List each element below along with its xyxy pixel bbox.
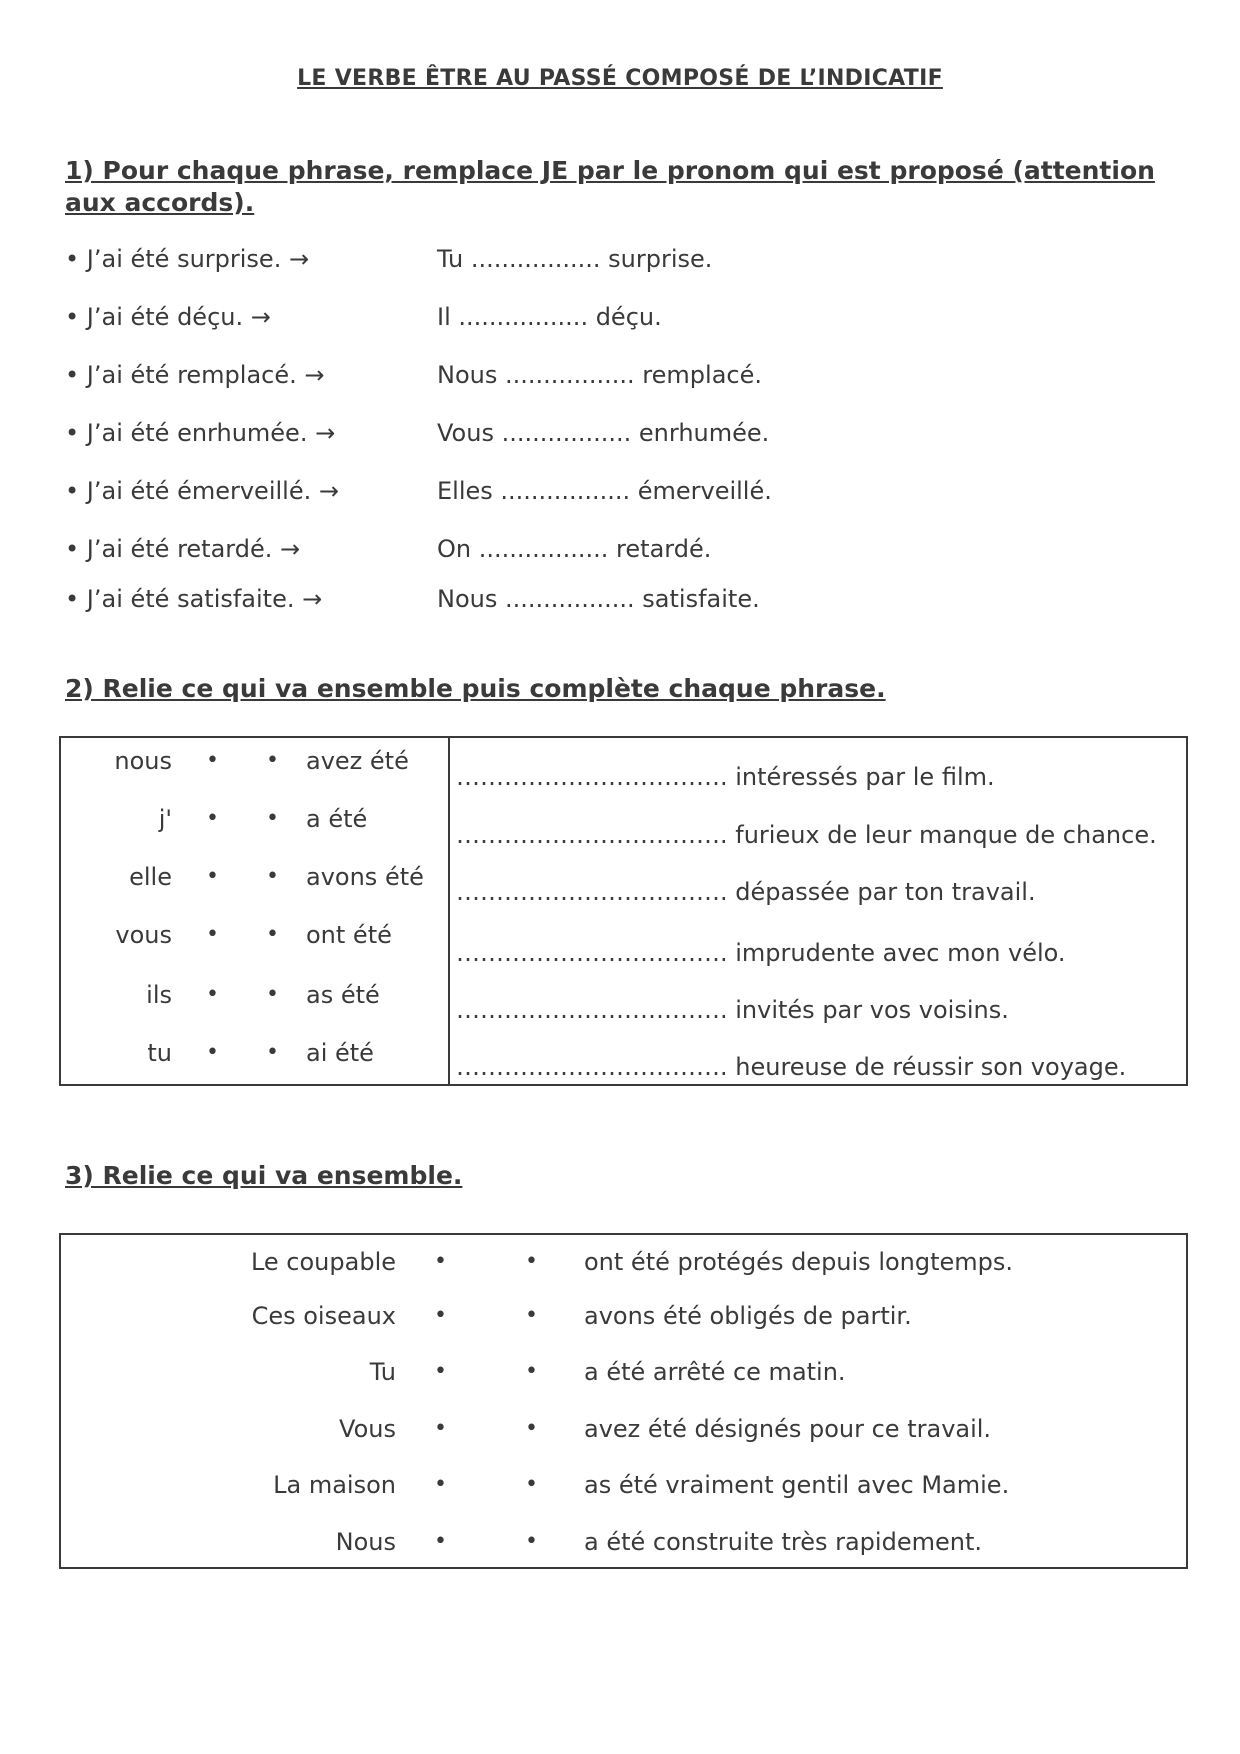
ex1-answer-5[interactable]: Elles ................. émerveillé. [437,477,772,505]
ex3-left-dot-2[interactable]: • [434,1303,447,1328]
exercise-2-heading: 2) Relie ce qui va ensemble puis complète chaque phrase. [65,674,886,703]
ex2-right-dot-4[interactable]: • [266,922,279,947]
ex2-pronoun-4: vous [115,921,172,949]
ex2-right-dot-5[interactable]: • [266,982,279,1007]
ex2-pronoun-6: tu [147,1039,172,1067]
ex1-answer-3[interactable]: Nous ................. remplacé. [437,361,762,389]
ex2-verb-1: avez été [306,747,409,775]
ex1-source-6: • J’ai été retardé. → [65,535,301,563]
ex3-predicate-5: as été vraiment gentil avec Mamie. [584,1471,1010,1499]
ex3-predicate-1: ont été protégés depuis longtemps. [584,1248,1014,1276]
ex2-left-dot-6[interactable]: • [206,1040,219,1065]
ex3-subject-4: Vous [339,1415,396,1443]
ex2-right-dot-3[interactable]: • [266,864,279,889]
ex2-sentence-4[interactable]: ……………………………. imprudente avec mon vélo. [456,939,1066,967]
page-title: LE VERBE ÊTRE AU PASSÉ COMPOSÉ DE L’INDICATIF [297,66,943,91]
ex3-subject-1: Le coupable [250,1248,396,1276]
ex2-sentence-6[interactable]: ……………………………. heureuse de réussir son voyage. [456,1053,1127,1081]
ex2-right-dot-6[interactable]: • [266,1040,279,1065]
ex2-left-dot-1[interactable]: • [206,748,219,773]
ex2-verb-5: as été [306,981,380,1009]
ex3-subject-2: Ces oiseaux [251,1302,396,1330]
ex2-left-dot-3[interactable]: • [206,864,219,889]
ex3-right-dot-3[interactable]: • [525,1359,538,1384]
ex2-verb-3: avons été [306,863,424,891]
ex3-subject-3: Tu [369,1358,396,1386]
ex2-left-dot-5[interactable]: • [206,982,219,1007]
ex3-predicate-4: avez été désignés pour ce travail. [584,1415,992,1443]
ex2-pronoun-5: ils [146,981,172,1009]
exercise-2-divider [448,738,450,1084]
ex3-predicate-6: a été construite très rapidement. [584,1528,982,1556]
ex2-verb-2: a été [306,805,368,833]
ex2-verb-4: ont été [306,921,392,949]
ex1-source-4: • J’ai été enrhumée. → [65,419,336,447]
exercise-3-table [59,1233,1188,1569]
ex2-sentence-2[interactable]: ……………………………. furieux de leur manque de chance. [456,821,1157,849]
ex3-right-dot-1[interactable]: • [525,1249,538,1274]
ex1-source-5: • J’ai été émerveillé. → [65,477,339,505]
exercise-3-heading: 3) Relie ce qui va ensemble. [65,1161,463,1190]
ex3-left-dot-4[interactable]: • [434,1416,447,1441]
ex3-left-dot-3[interactable]: • [434,1359,447,1384]
ex3-predicate-2: avons été obligés de partir. [584,1302,912,1330]
ex3-right-dot-6[interactable]: • [525,1529,538,1554]
ex1-source-7: • J’ai été satisfaite. → [65,585,323,613]
exercise-2-table [59,736,1188,1086]
ex1-source-3: • J’ai été remplacé. → [65,361,325,389]
ex2-left-dot-4[interactable]: • [206,922,219,947]
ex1-answer-2[interactable]: Il ................. déçu. [437,303,662,331]
ex3-right-dot-4[interactable]: • [525,1416,538,1441]
ex2-pronoun-2: j' [158,805,172,833]
ex1-answer-1[interactable]: Tu ................. surprise. [437,245,713,273]
exercise-1-heading: 1) Pour chaque phrase, remplace JE par le pronom qui est proposé (attention aux accords). [65,156,1155,217]
ex3-predicate-3: a été arrêté ce matin. [584,1358,846,1386]
ex3-left-dot-6[interactable]: • [434,1529,447,1554]
ex1-answer-6[interactable]: On ................. retardé. [437,535,712,563]
ex3-subject-6: Nous [335,1528,396,1556]
ex2-right-dot-1[interactable]: • [266,748,279,773]
ex3-right-dot-2[interactable]: • [525,1303,538,1328]
ex1-answer-4[interactable]: Vous ................. enrhumée. [437,419,770,447]
ex2-pronoun-1: nous [114,747,172,775]
ex2-sentence-1[interactable]: ……………………………. intéressés par le film. [456,763,995,791]
ex2-right-dot-2[interactable]: • [266,806,279,831]
ex2-sentence-3[interactable]: ……………………………. dépassée par ton travail. [456,878,1036,906]
ex3-left-dot-1[interactable]: • [434,1249,447,1274]
ex2-sentence-5[interactable]: ……………………………. invités par vos voisins. [456,996,1009,1024]
ex3-right-dot-5[interactable]: • [525,1472,538,1497]
ex3-left-dot-5[interactable]: • [434,1472,447,1497]
ex1-source-1: • J’ai été surprise. → [65,245,310,273]
ex1-source-2: • J’ai été déçu. → [65,303,271,331]
ex2-verb-6: ai été [306,1039,374,1067]
ex2-pronoun-3: elle [129,863,172,891]
ex3-subject-5: La maison [273,1471,396,1499]
ex1-answer-7[interactable]: Nous ................. satisfaite. [437,585,760,613]
ex2-left-dot-2[interactable]: • [206,806,219,831]
